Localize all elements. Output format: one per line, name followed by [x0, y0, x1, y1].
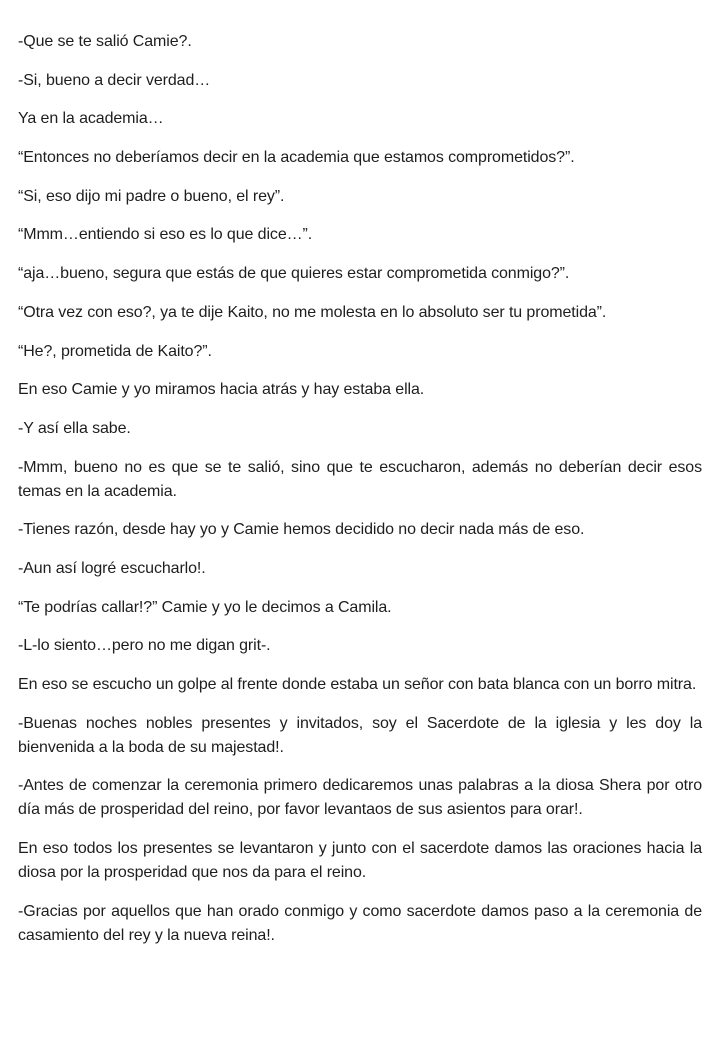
paragraph: -Mmm, bueno no es que se te salió, sino que te escucharon, además no deberían decir esos temas en la academia.: [18, 458, 702, 500]
paragraph: En eso se escucho un golpe al frente donde estaba un señor con bata blanca con un borro mitra.: [18, 676, 697, 693]
paragraph: -L-lo siento…pero no me digan grit-.: [18, 637, 271, 655]
paragraph: “Si, eso dijo mi padre o bueno, el rey”.: [18, 187, 285, 205]
paragraph: -Que se te salió Camie?.: [18, 33, 192, 50]
paragraph: -Buenas noches nobles presentes y invitados, soy el Sacerdote de la iglesia y les doy la bienvenida a la boda de su majestad!.: [18, 714, 702, 756]
paragraph: -Aun así logré escucharlo!.: [18, 559, 206, 577]
paragraph: En eso Camie y yo miramos hacia atrás y hay estaba ella.: [18, 381, 425, 399]
paragraph: “Te podrías callar!?” Camie y yo le decimos a Camila.: [18, 598, 392, 616]
paragraph: -Gracias por aquellos que han orado conmigo y como sacerdote damos paso a la ceremonia de casamiento del rey y la nueva reina!.: [18, 902, 702, 944]
paragraph: Ya en la academia…: [18, 110, 164, 128]
paragraph: “Mmm…entiendo si eso es lo que dice…”.: [18, 226, 313, 244]
paragraph: “Entonces no deberíamos decir en la academia que estamos comprometidos?”.: [18, 149, 575, 167]
paragraph: -Tienes razón, desde hay yo y Camie hemos decidido no decir nada más de eso.: [18, 521, 585, 539]
paragraph: -Y así ella sabe.: [18, 419, 131, 437]
paragraph: “aja…bueno, segura que estás de que quieres estar comprometida conmigo?”.: [18, 265, 570, 283]
paragraph: -Antes de comenzar la ceremonia primero dedicaremos unas palabras a la diosa Shera por otro día más de prosperidad del reino, por favor levantaos de sus asientos para orar!.: [18, 777, 702, 819]
paragraph: “Otra vez con eso?, ya te dije Kaito, no me molesta en lo absoluto ser tu prometida”.: [18, 303, 607, 321]
paragraph: -Si, bueno a decir verdad…: [18, 71, 211, 89]
paragraph: “He?, prometida de Kaito?”.: [18, 342, 212, 360]
paragraph: En eso todos los presentes se levantaron y junto con el sacerdote damos las oraciones hacia la diosa por la prosperidad que nos da para el reino.: [18, 840, 702, 882]
